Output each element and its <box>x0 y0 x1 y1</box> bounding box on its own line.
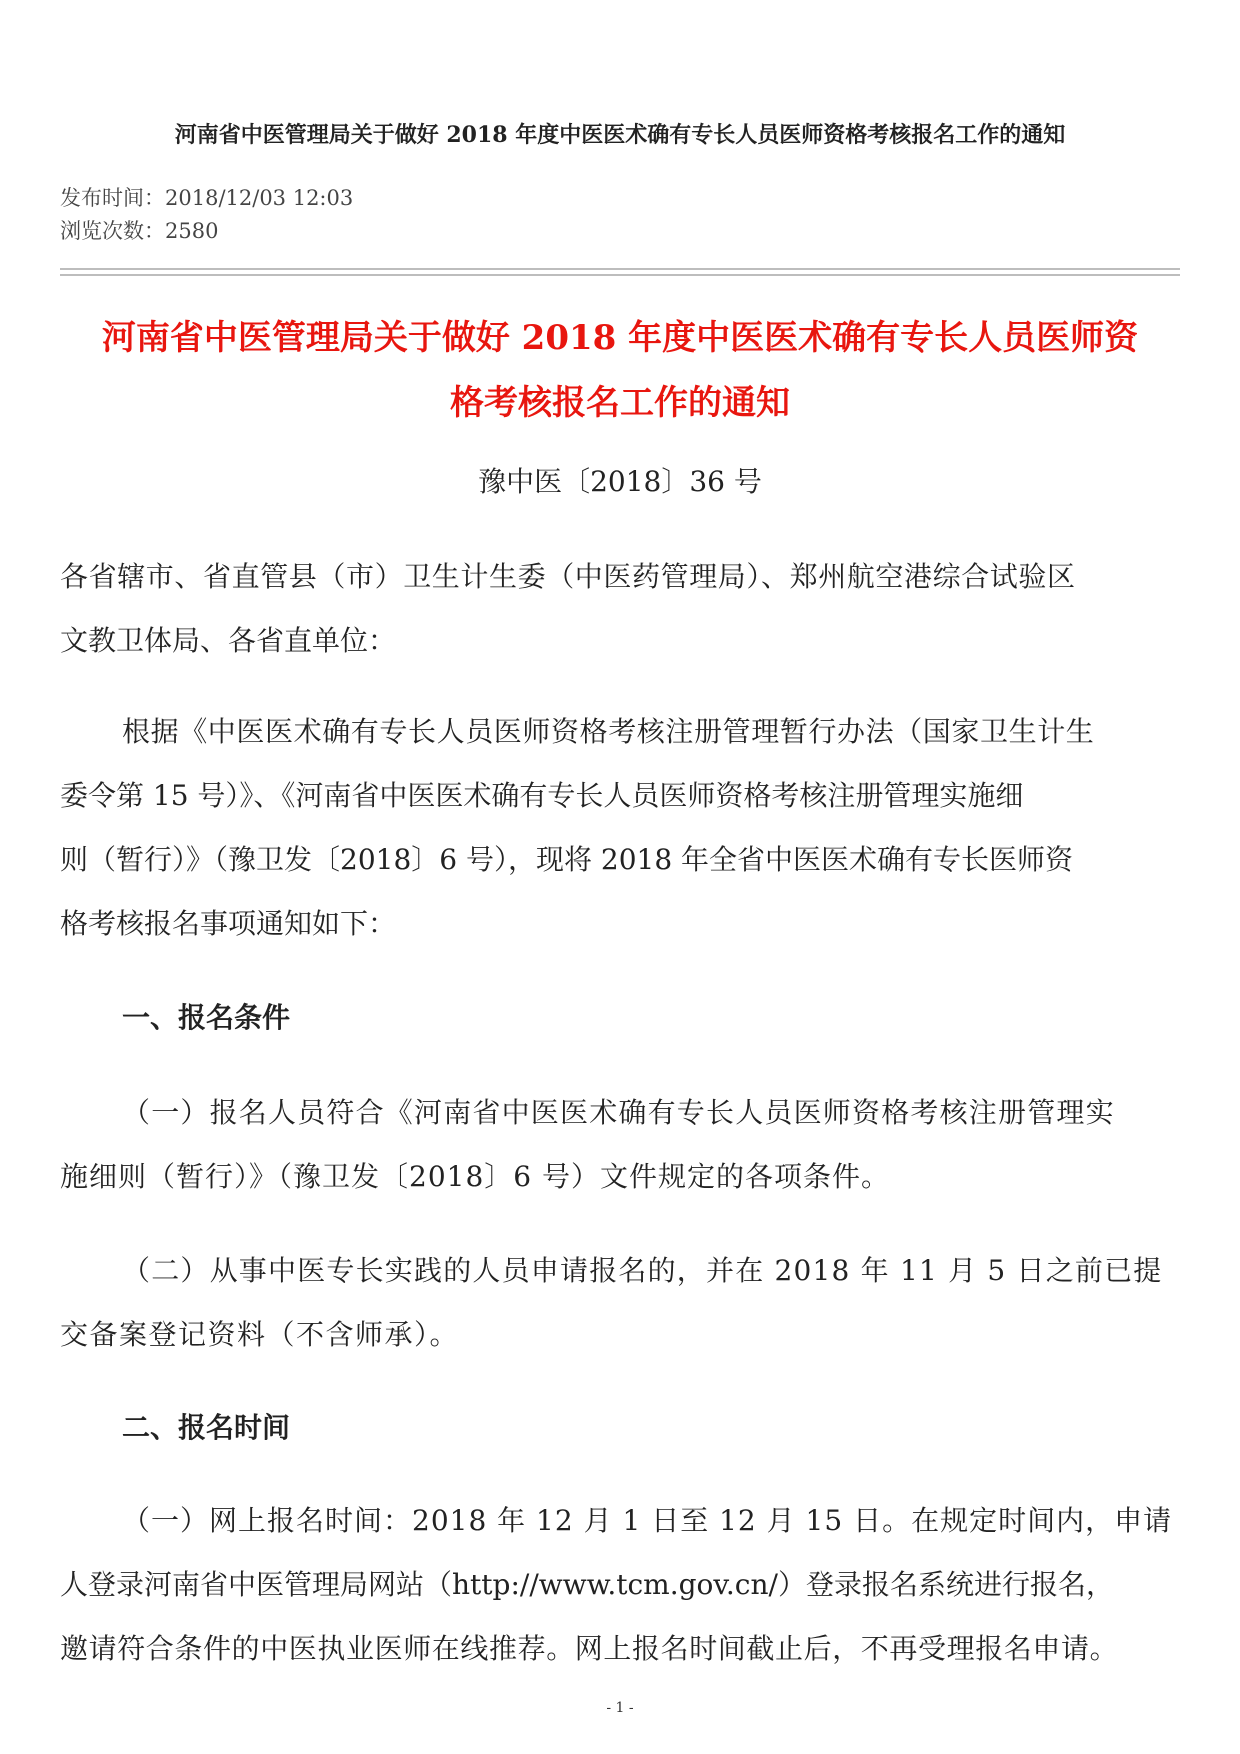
document-title-line-1: 河南省中医管理局关于做好 2018 年度中医医术确有专长人员医师资 <box>101 318 1139 358</box>
document-title-line-2: 格考核报名工作的通知 <box>450 383 790 423</box>
document-number: 豫中医〔2018〕36 号 <box>478 465 762 498</box>
divider-bottom <box>60 274 1180 276</box>
addressee-line: 文教卫体局、各省直单位： <box>60 624 397 657</box>
schedule-item-line: 人登录河南省中医管理局网站（http://www.tcm.gov.cn/）登录报名系统进行报名， <box>60 1568 1114 1601</box>
divider-top <box>60 268 1180 270</box>
intro-paragraph-line: 格考核报名事项通知如下： <box>60 907 397 940</box>
intro-paragraph-line: 则（暂行）》（豫卫发〔2018〕6 号），现将 2018 年全省中医医术确有专长医师资 <box>60 843 1074 876</box>
view-count: 浏览次数：2580 <box>60 219 219 243</box>
requirement-item-line: 施细则（暂行）》（豫卫发〔2018〕6 号）文件规定的各项条件。 <box>60 1160 890 1193</box>
intro-paragraph-line: 委令第 15 号）》、《河南省中医医术确有专长人员医师资格考核注册管理实施细 <box>60 779 1024 812</box>
schedule-item-line: 邀请符合条件的中医执业医师在线推荐。网上报名时间截止后，不再受理报名申请。 <box>60 1632 1119 1665</box>
page-header-title: 河南省中医管理局关于做好 2018 年度中医医术确有专长人员医师资格考核报名工作的通知 <box>174 122 1066 148</box>
addressee-line: 各省辖市、省直管县（市）卫生计生委（中医药管理局）、郑州航空港综合试验区 <box>60 560 1076 593</box>
section-heading-schedule: 二、报名时间 <box>122 1411 291 1444</box>
page-number: - 1 - <box>606 1700 634 1716</box>
requirement-item-line: （二）从事中医专长实践的人员申请报名的，并在 2018 年 11 月 5 日之前已提 <box>122 1254 1163 1287</box>
publish-time: 发布时间：2018/12/03 12:03 <box>60 186 354 210</box>
section-heading-requirements: 一、报名条件 <box>122 1001 291 1034</box>
intro-paragraph-line: 根据《中医医术确有专长人员医师资格考核注册管理暂行办法（国家卫生计生 <box>122 715 1095 748</box>
schedule-item-line: （一）网上报名时间：2018 年 12 月 1 日至 12 月 15 日。在规定时间内，申请 <box>122 1504 1173 1537</box>
requirement-item-line: （一）报名人员符合《河南省中医医术确有专长人员医师资格考核注册管理实 <box>122 1096 1115 1129</box>
requirement-item-line: 交备案登记资料（不含师承）。 <box>60 1318 460 1351</box>
